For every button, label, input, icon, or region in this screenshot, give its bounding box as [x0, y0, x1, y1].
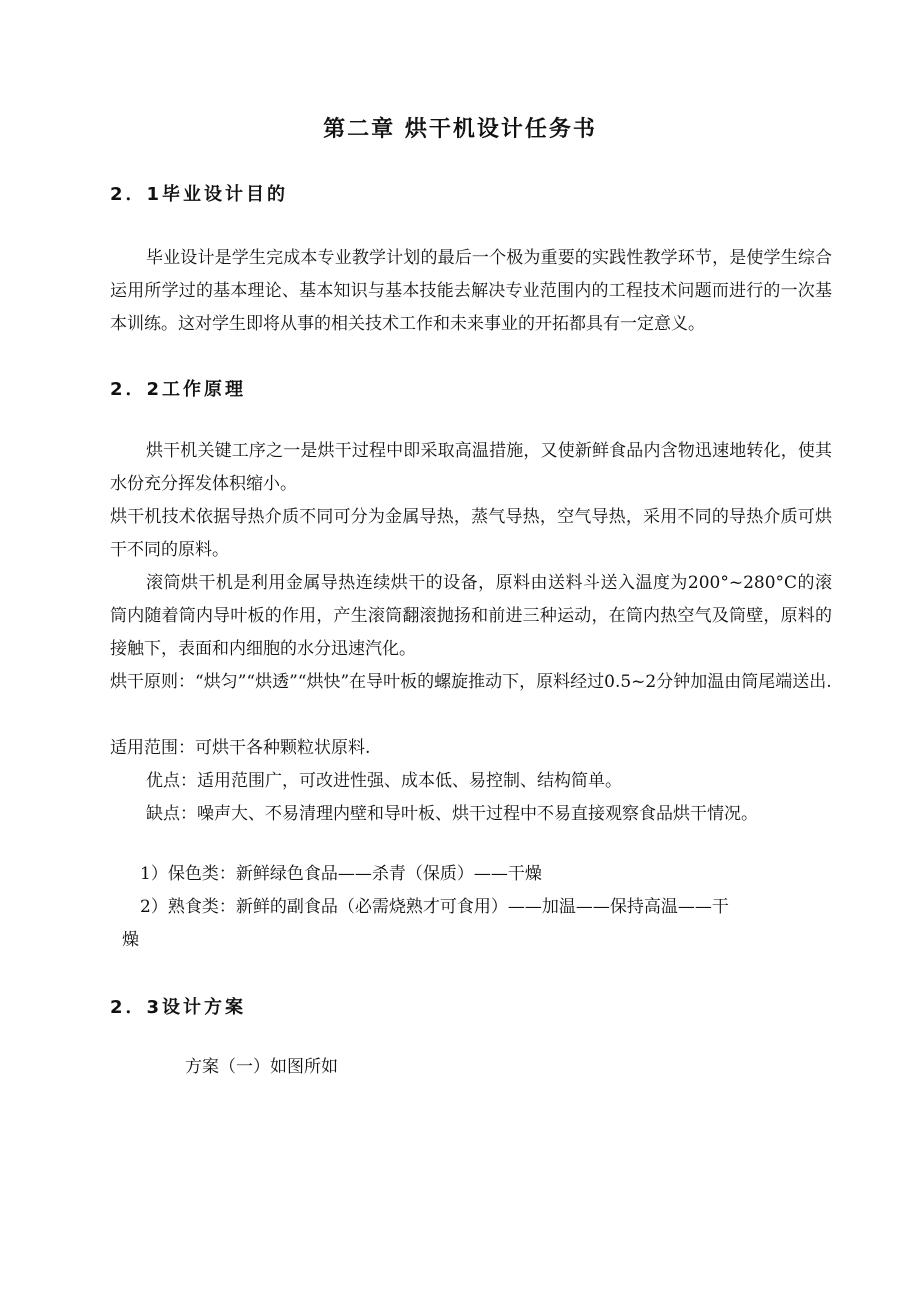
list-item-1: 1）保色类：新鲜绿色食品——杀青（保质）——干燥: [140, 864, 542, 884]
disadvantages-paragraph: 缺点：噪声大、不易清理内壁和导叶板、烘干过程中不易直接观察食品烘干情况。: [146, 804, 758, 824]
list-item-2-line-2: 燥: [122, 930, 139, 950]
principle-paragraph-2: 烘干机技术依据导热介质不同可分为金属导热，蒸气导热，空气导热，采用不同的导热介质可烘干不同的原料。: [110, 507, 832, 560]
section-2-1-paragraph: 毕业设计是学生完成本专业教学计划的最后一个极为重要的实践性教学环节，是使学生综合运用所学过的基本理论、基本知识与基本技能去解决专业范围内的工程技术问题而进行的一次基本训练。这对学生即将从事的相关技术工作和未来事业的开拓都具有一定意义。: [110, 248, 832, 334]
scope-paragraph: 适用范围：可烘干各种颗粒状原料.: [110, 738, 371, 758]
section-2-1-heading: 2．1毕业设计目的: [110, 184, 289, 205]
principle-paragraph-4: 烘干原则：“烘匀”“烘透”“烘快”在导叶板的螺旋推动下，原料经过0.5~2分钟加温由筒尾端送出.: [110, 672, 832, 692]
principle-paragraph-3: 滚筒烘干机是利用金属导热连续烘干的设备，原料由送料斗送入温度为200°~280°C的滚筒内随着筒内导叶板的作用，产生滚筒翻滚抛扬和前进三种运动，在筒内热空气及筒壁，原料的接触下，表面和内细胞的水分迅速汽化。: [110, 573, 832, 659]
section-2-3-heading: 2．3设计方案: [110, 997, 247, 1018]
advantages-paragraph: 优点：适用范围广，可改进性强、成本低、易控制、结构简单。: [146, 771, 622, 791]
list-item-2-line-1: 2）熟食类：新鲜的副食品（必需烧熟才可食用）——加温——保持高温——干: [140, 897, 729, 917]
section-2-2-heading: 2．2工作原理: [110, 379, 247, 400]
scheme-line: 方案（一）如图所如: [185, 1057, 338, 1077]
chapter-title: 第二章 烘干机设计任务书: [323, 117, 597, 142]
principle-paragraph-1: 烘干机关键工序之一是烘干过程中即采取高温措施，又使新鲜食品内含物迅速地转化，使其水份充分挥发体积缩小。: [110, 441, 832, 494]
